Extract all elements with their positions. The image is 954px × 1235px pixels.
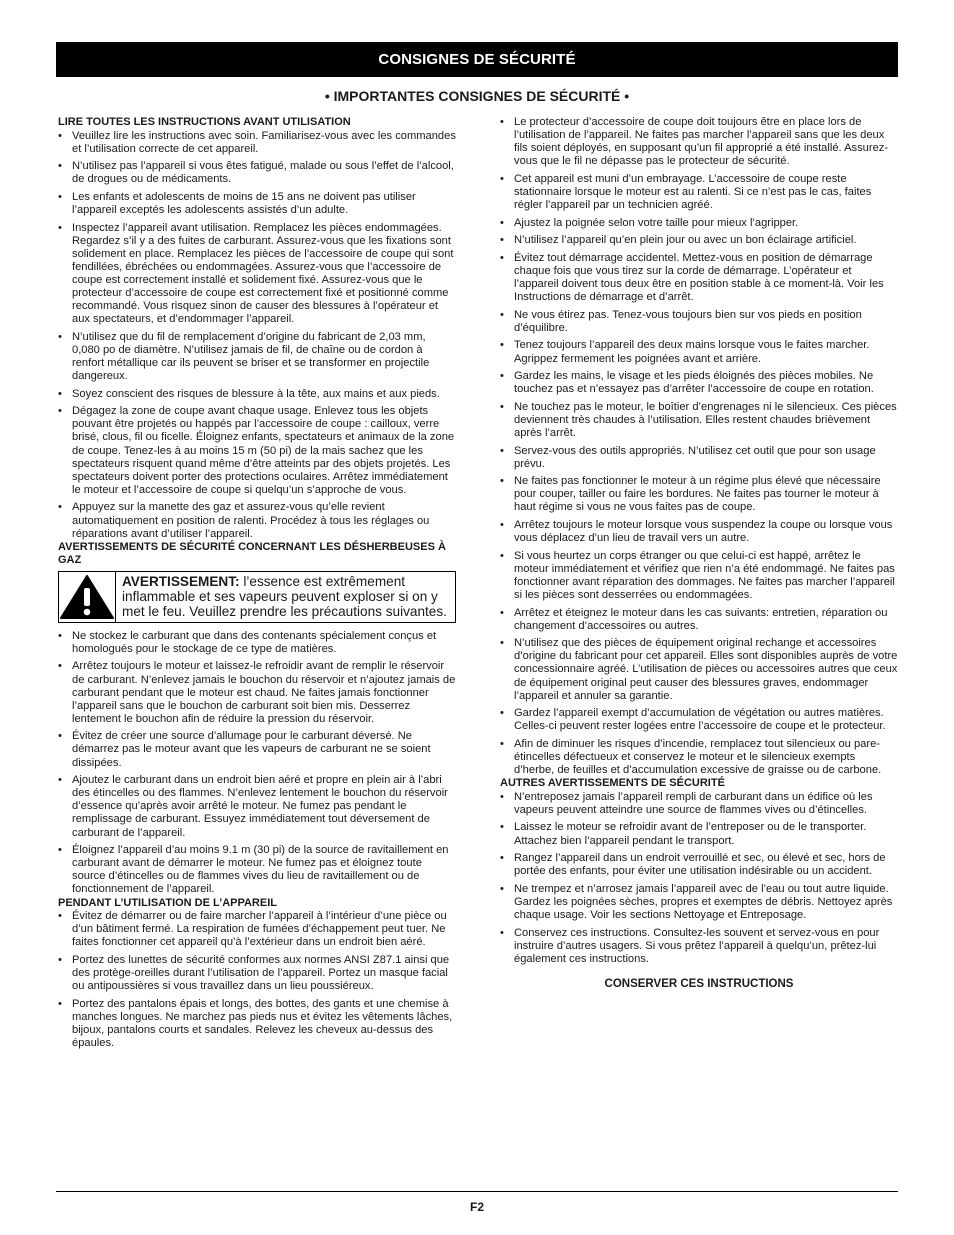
warning-text [116,572,455,622]
warning-triangle-icon [59,572,116,622]
list-item: • N’utilisez que des pièces de équipement original rechange et accessoires d’origine du fabricant pour cet appareil. Elles sont disponibles auprès de votre concessionnaire agréé. L’utilisation de pièces ou accessoires autres que ceux de équipement original peut causer des blessures graves, endommager l’appareil et annuler sa garantie. [500,637,898,702]
list-item: • Dégagez la zone de coupe avant chaque usage. Enlevez tous les objets pouvant être projetés ou happés par l’accessoire de coupe : cailloux, verre brisé, clous, fil ou ficelle. Éloignez enfants, spectateurs et animaux de la zone de coupe. Tenez-les à au moins 15 m (50 pi) de la mais sachez que les spectateurs risquent quand même d’être atteints par des objets projetés. Les spectateurs doivent porter des protections oculaires. Arrêtez immédiatement le moteur et l’accessoire de coupe si quelqu’un s’approche de vous. [58,405,456,497]
list-item: • Ajustez la poignée selon votre taille pour mieux l’agripper. [500,217,898,230]
list-item: • Afin de diminuer les risques d’incendie, remplacez tout silencieux ou pare-étincelles défectueux et conservez le moteur et le silencieux exempts d’herbe, de feuilles et d’accumulation excessive de graisse ou de carbone. [500,738,898,777]
list-item: • Évitez tout démarrage accidentel. Mettez-vous en position de démarrage chaque fois que vous tirez sur la corde de démarrage. L’opérateur et l’appareil doivent tous deux être en position stable à ce moment-là. Voir les Instructions de démarrage et d’arrêt. [500,252,898,304]
right-column [500,116,898,991]
list-item: • Ne faites pas fonctionner le moteur à un régime plus élevé que nécessaire pour couper, tailler ou faire les bordures. Ne faites pas tourner le moteur à haut régime si vous ne vous faites pas de coupe. [500,475,898,514]
page-number: F2 [469,1200,484,1214]
list-during-use [58,910,456,1050]
section-title-during-use: PENDANT L’UTILISATION DE L’APPAREIL [58,896,277,909]
warning-message: l’essence est extrêmement inflammable et ses vapeurs peuvent exploser si on y met le feu. Veuillez prendre les précautions suivantes. [122,573,447,619]
list-item: • N’utilisez que du fil de remplacement d’origine du fabricant de 2,03 mm, 0,080 po de diamètre. N’utilisez jamais de fil, de chaîne ou de cordon à renfort métallique car ils peuvent se briser et se transformer en projectile dangereux. [58,331,456,383]
list-item: • Rangez l’appareil dans un endroit verrouillé et sec, ou élevé et sec, hors de portée des enfants, pour éviter une utilisation indésirable ou un accident. [500,852,898,878]
list-item: • Appuyez sur la manette des gaz et assurez-vous qu’elle revient automatiquement en position de ralenti. Procédez à tous les réglages ou réparations avant d’utiliser l’appareil. [58,501,456,540]
list-item: • Conservez ces instructions. Consultez-les souvent et servez-vous en pour instruire d’autres usagers. Si vous prêtez l’appareil à quelqu’un, prêtez-lui également ces instructions. [500,927,898,966]
list-item: • Si vous heurtez un corps étranger ou que celui-ci est happé, arrêtez le moteur immédiatement et vérifiez que rien n’a été endommagé. Ne faites pas fonctionner avant réparation des dommages. Ne faites pas marcher l’appareil si les pièces sont desserrées ou endommagées. [500,550,898,602]
section-header-title: CONSIGNES DE SÉCURITÉ [378,51,576,68]
list-item: • Arrêtez toujours le moteur lorsque vous suspendez la coupe ou lorsque vous vous déplacez d’un lieu de travail vers un autre. [500,519,898,545]
section-title-other-warnings: AUTRES AVERTISSEMENTS DE SÉCURITÉ [500,777,725,790]
list-item: • Évitez de démarrer ou de faire marcher l’appareil à l’intérieur d’une pièce ou d’un bâtiment fermé. La respiration de fumées d’échappement peut tuer. Ne faites fonctionner cet appareil qu’à l’extérieur dans un endroit bien aéré. [58,910,456,949]
list-item: • Servez-vous des outils appropriés. N’utilisez cet outil que pour son usage prévu. [500,445,898,471]
list-item: • Veuillez lire les instructions avec soin. Familiarisez-vous avec les commandes et l’utilisation correcte de cet appareil. [58,130,456,156]
list-item: • Cet appareil est muni d’un embrayage. L’accessoire de coupe reste stationnaire lorsque le moteur est au ralenti. Si ce n’est pas le cas, faites régler l’appareil par un technicien agréé. [500,173,898,212]
list-item: • Le protecteur d’accessoire de coupe doit toujours être en place lors de l’utilisation de l’appareil. Ne faites pas marcher l’appareil sans que les deux fils soient déployés, en supposant qu’un fil approprié a été installé. Assurez-vous que le fil ne dépasse pas le protecteur de sécurité. [500,116,898,168]
list-item: • Arrêtez et éteignez le moteur dans les cas suivants: entretien, réparation ou changement d’accessoires ou autres. [500,607,898,633]
footer-divider [56,1191,898,1192]
list-item: • Laissez le moteur se refroidir avant de l’entreposer ou de le transporter. Attachez bien l’appareil pendant le transport. [500,821,898,847]
list-item: • Ne stockez le carburant que dans des contenants spécialement conçus et homologués pour le stockage de ce type de matières. [58,630,456,656]
left-column [58,116,456,1054]
list-item: • N’entreposez jamais l’appareil rempli de carburant dans un édifice où les vapeurs peuvent atteindre une source de flammes vives ou d’étincelles. [500,791,898,817]
list-item: • Arrêtez toujours le moteur et laissez-le refroidir avant de remplir le réservoir de carburant. N’enlevez jamais le bouchon du réservoir et n’ajoutez jamais de carburant pendant que le moteur est chaud. Ne faites jamais fonctionner l’appareil sans que le bouchon de carburant soit bien mis. Desserrez lentement le bouchon afin de réduire la pression du réservoir. [58,660,456,725]
keep-instructions-title: CONSERVER CES INSTRUCTIONS [604,977,794,990]
list-item: • Tenez toujours l’appareil des deux mains lorsque vous le faites marcher. Agrippez fermement les poignées avant et arrière. [500,339,898,365]
section-header [56,42,898,77]
list-item: • Ajoutez le carburant dans un endroit bien aéré et propre en plein air à l’abri des étincelles ou des flammes. N’enlevez lentement le bouchon du réservoir d’essence qu’après avoir arrêté le moteur. Ne fumez pas pendant le remplissage de carburant. Essuyez immédiatement tout déversement de carburant de l’appareil. [58,774,456,839]
page-subtitle: • IMPORTANTES CONSIGNES DE SÉCURITÉ • [324,88,630,104]
list-item: • Gardez l’appareil exempt d’accumulation de végétation ou autres matières. Celles-ci peuvent rester logées entre l’accessoire de coupe et le protecteur. [500,707,898,733]
warning-box [58,571,456,623]
list-read-instructions [58,130,456,541]
list-item: • Soyez conscient des risques de blessure à la tête, aux mains et aux pieds. [58,388,456,401]
list-item: • Inspectez l’appareil avant utilisation. Remplacez les pièces endommagées. Regardez s’il y a des fuites de carburant. Assurez-vous que les fixations sont solidement en place. Remplacez les pièces de l’accessoire de coupe qui sont fendillées, ébréchées ou endommagées. Assurez-vous que l’accessoire de coupe est correctement installé et solidement fixé. Assurez-vous que le protecteur d’accessoire de coupe est correctement fixé et positionné comme recommandé. Vous risquez sinon de causer des blessures à l’opérateur et aux spectateurs, et d’endommager l’appareil. [58,222,456,327]
list-item: • Évitez de créer une source d’allumage pour le carburant déversé. Ne démarrez pas le moteur avant que les vapeurs de carburant ne se soient dissipées. [58,730,456,769]
section-title-gas-warnings: AVERTISSEMENTS DE SÉCURITÉ CONCERNANT LES DÉSHERBEUSES À GAZ [58,540,446,567]
list-other-warnings [500,791,898,966]
list-item: • N’utilisez pas l’appareil si vous êtes fatigué, malade ou sous l’effet de l’alcool, de drogues ou de médicaments. [58,160,456,186]
list-item: • Éloignez l’appareil d’au moins 9.1 m (30 pi) de la source de ravitaillement en carburant avant de démarrer le moteur. Ne fumez pas et éloignez toute source d’étincelles ou de flammes vives du lieu de ravitaillement ou de fonctionnement de l’appareil. [58,844,456,896]
section-title-read-instructions: LIRE TOUTES LES INSTRUCTIONS AVANT UTILISATION [58,116,351,128]
list-gas-warnings [58,630,456,897]
list-item: • Ne trempez et n’arrosez jamais l’appareil avec de l’eau ou tout autre liquide. Gardez les poignées sèches, propres et exemptes de débris. Nettoyez après chaque usage. Voir les sections Nettoyage et Entreposage. [500,883,898,922]
list-item: • Ne touchez pas le moteur, le boîtier d’engrenages ni le silencieux. Ces pièces deviennent très chaudes à l’utilisation. Elles restent chaudes brièvement après l’arrêt. [500,401,898,440]
list-item: • Portez des lunettes de sécurité conformes aux normes ANSI Z87.1 ainsi que des protège-oreilles durant l’utilisation de l’appareil. Portez un masque facial ou antipoussières si vous travaillez dans un lieu poussiéreux. [58,954,456,993]
list-item: • Les enfants et adolescents de moins de 15 ans ne doivent pas utiliser l’appareil exceptés les adolescents assistés d’un adulte. [58,191,456,217]
warning-label: AVERTISSEMENT: [122,573,240,589]
list-item: • Portez des pantalons épais et longs, des bottes, des gants et une chemise à manches longues. Ne marchez pas pieds nus et évitez les vêtements lâches, bijoux, pantalons courts et sandales. Relevez les cheveux au-dessus des épaules. [58,998,456,1050]
list-item: • Ne vous étirez pas. Tenez-vous toujours bien sur vos pieds en position d’équilibre. [500,309,898,335]
list-operation-safety [500,116,898,777]
list-item: • N’utilisez l’appareil qu’en plein jour ou avec un bon éclairage artificiel. [500,234,898,247]
list-item: • Gardez les mains, le visage et les pieds éloignés des pièces mobiles. Ne touchez pas et n’essayez pas d’arrêter l’accessoire de coupe en rotation. [500,370,898,396]
